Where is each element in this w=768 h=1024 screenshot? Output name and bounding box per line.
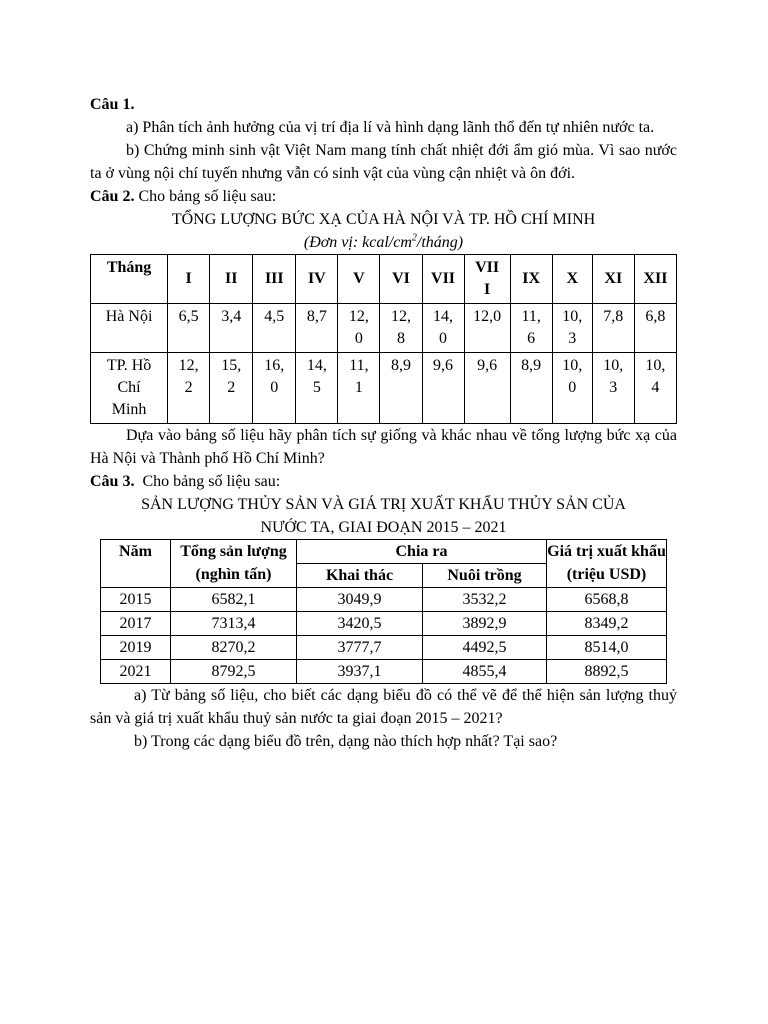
table-cell: 16, 0: [253, 353, 296, 424]
header-catch: Khai thác: [297, 564, 423, 588]
table-cell: 11, 6: [510, 304, 552, 353]
table-cell: 3049,9: [297, 588, 423, 612]
table-header-cell: IV: [296, 255, 338, 304]
table-cell: 8892,5: [547, 660, 667, 684]
table-cell: 8514,0: [547, 636, 667, 660]
table-cell: 12, 2: [168, 353, 210, 424]
table-cell: 8270,2: [171, 636, 297, 660]
table-cell: 2021: [101, 660, 171, 684]
table-cell: 4,5: [253, 304, 296, 353]
unit-suffix: /tháng): [416, 234, 464, 251]
table-header-cell: VII I: [464, 255, 510, 304]
q2-heading: [90, 185, 677, 208]
table-cell: 3892,9: [423, 612, 547, 636]
table-cell: 10, 4: [634, 353, 676, 424]
q2-intro: Cho bảng số liệu sau:: [134, 188, 277, 205]
table-cell: 7,8: [592, 304, 634, 353]
table-header-cell: XI: [592, 255, 634, 304]
q3-heading: [90, 470, 677, 493]
fishery-table: [100, 539, 667, 684]
table-cell: 3937,1: [297, 660, 423, 684]
table-cell: 4855,4: [423, 660, 547, 684]
table-header-cell: I: [168, 255, 210, 304]
table-cell: 10, 0: [552, 353, 592, 424]
table-header-cell: VI: [380, 255, 422, 304]
q1-part-a: a) Phân tích ảnh hưởng của vị trí địa lí và hình dạng lãnh thổ đến tự nhiên nước ta.: [126, 119, 655, 136]
table-row: [91, 353, 677, 424]
table-cell: 8,7: [296, 304, 338, 353]
table-cell: 12, 0: [338, 304, 380, 353]
q2-question: Dựa vào bảng số liệu hãy phân tích sự giống và khác nhau về tổng lượng bức xạ của Hà Nội và Thành phố Hồ Chí Minh?: [90, 427, 677, 467]
table-cell: 2017: [101, 612, 171, 636]
table-header-cell: XII: [634, 255, 676, 304]
header-split: Chia ra: [297, 540, 547, 564]
table-cell: 6582,1: [171, 588, 297, 612]
q3-label: Câu 3.: [90, 473, 135, 490]
table-cell: 7313,4: [171, 612, 297, 636]
header-export: Giá trị xuất khẩu (triệu USD): [547, 540, 667, 588]
q1-label: Câu 1.: [90, 96, 135, 113]
table-cell: 8,9: [510, 353, 552, 424]
table-cell: 14, 5: [296, 353, 338, 424]
q2-table-unit: [90, 231, 677, 254]
table-cell: 6568,8: [547, 588, 667, 612]
table-header-cell: III: [253, 255, 296, 304]
header-total: Tổng sản lượng (nghìn tấn): [171, 540, 297, 588]
table-cell: Hà Nội: [91, 304, 168, 353]
table-header-cell: VII: [422, 255, 464, 304]
table-cell: 10, 3: [592, 353, 634, 424]
radiation-table: [90, 254, 677, 424]
table-row: [101, 612, 667, 636]
table-header-cell: Tháng: [91, 255, 168, 304]
table-header-cell: V: [338, 255, 380, 304]
table-header-cell: II: [210, 255, 253, 304]
table-cell: 8,9: [380, 353, 422, 424]
table-cell: 4492,5: [423, 636, 547, 660]
q3-intro: Cho bảng số liệu sau:: [134, 473, 281, 490]
table-cell: 15, 2: [210, 353, 253, 424]
table-cell: 10, 3: [552, 304, 592, 353]
table-row: [101, 588, 667, 612]
q3-table-title-line2: NƯỚC TA, GIAI ĐOẠN 2015 – 2021: [260, 519, 507, 536]
table-cell: 2015: [101, 588, 171, 612]
table-cell: 2019: [101, 636, 171, 660]
table-cell: 12,0: [464, 304, 510, 353]
table-row: [91, 304, 677, 353]
table-cell: 6,8: [634, 304, 676, 353]
table-cell: 11, 1: [338, 353, 380, 424]
table-cell: 14, 0: [422, 304, 464, 353]
table-cell: 9,6: [464, 353, 510, 424]
table-row: [101, 660, 667, 684]
q1-part-b: b) Chứng minh sinh vật Việt Nam mang tính chất nhiệt đới ẩm gió mùa. Vì sao nước ta ở vùng nội chí tuyến nhưng vẫn có sinh vật của vùng cận nhiệt và ôn đới.: [90, 142, 677, 182]
table-cell: 3777,7: [297, 636, 423, 660]
table-cell: 3532,2: [423, 588, 547, 612]
unit-prefix: (Đơn vị: kcal/cm: [303, 234, 412, 251]
table-cell: TP. Hồ Chí Minh: [91, 353, 168, 424]
table-cell: 8349,2: [547, 612, 667, 636]
table-cell: 6,5: [168, 304, 210, 353]
header-year: Năm: [101, 540, 171, 588]
q2-table-title: TỔNG LƯỢNG BỨC XẠ CỦA HÀ NỘI VÀ TP. HỒ CHÍ MINH: [171, 211, 596, 228]
q2-label: Câu 2.: [90, 188, 135, 205]
unit-superscript: 2: [411, 232, 417, 244]
table-header-row: [91, 255, 677, 304]
table-header-cell: X: [552, 255, 592, 304]
q3-part-a: a) Từ bảng số liệu, cho biết các dạng biểu đồ có thể vẽ để thể hiện sản lượng thuỷ sản và giá trị xuất khẩu thuỷ sản nước ta giai đoạn 2015 – 2021?: [90, 687, 677, 727]
table-cell: 12, 8: [380, 304, 422, 353]
q3-table-title-line1: SẢN LƯỢNG THỦY SẢN VÀ GIÁ TRỊ XUẤT KHẨU THỦY SẢN CỦA: [141, 496, 626, 513]
table-cell: 8792,5: [171, 660, 297, 684]
table-cell: 3,4: [210, 304, 253, 353]
table-header-cell: IX: [510, 255, 552, 304]
document-page: [90, 93, 677, 753]
header-farm: Nuôi trồng: [423, 564, 547, 588]
table-cell: 9,6: [422, 353, 464, 424]
q3-part-b: b) Trong các dạng biểu đồ trên, dạng nào thích hợp nhất? Tại sao?: [134, 733, 558, 750]
table-cell: 3420,5: [297, 612, 423, 636]
table-row: [101, 636, 667, 660]
